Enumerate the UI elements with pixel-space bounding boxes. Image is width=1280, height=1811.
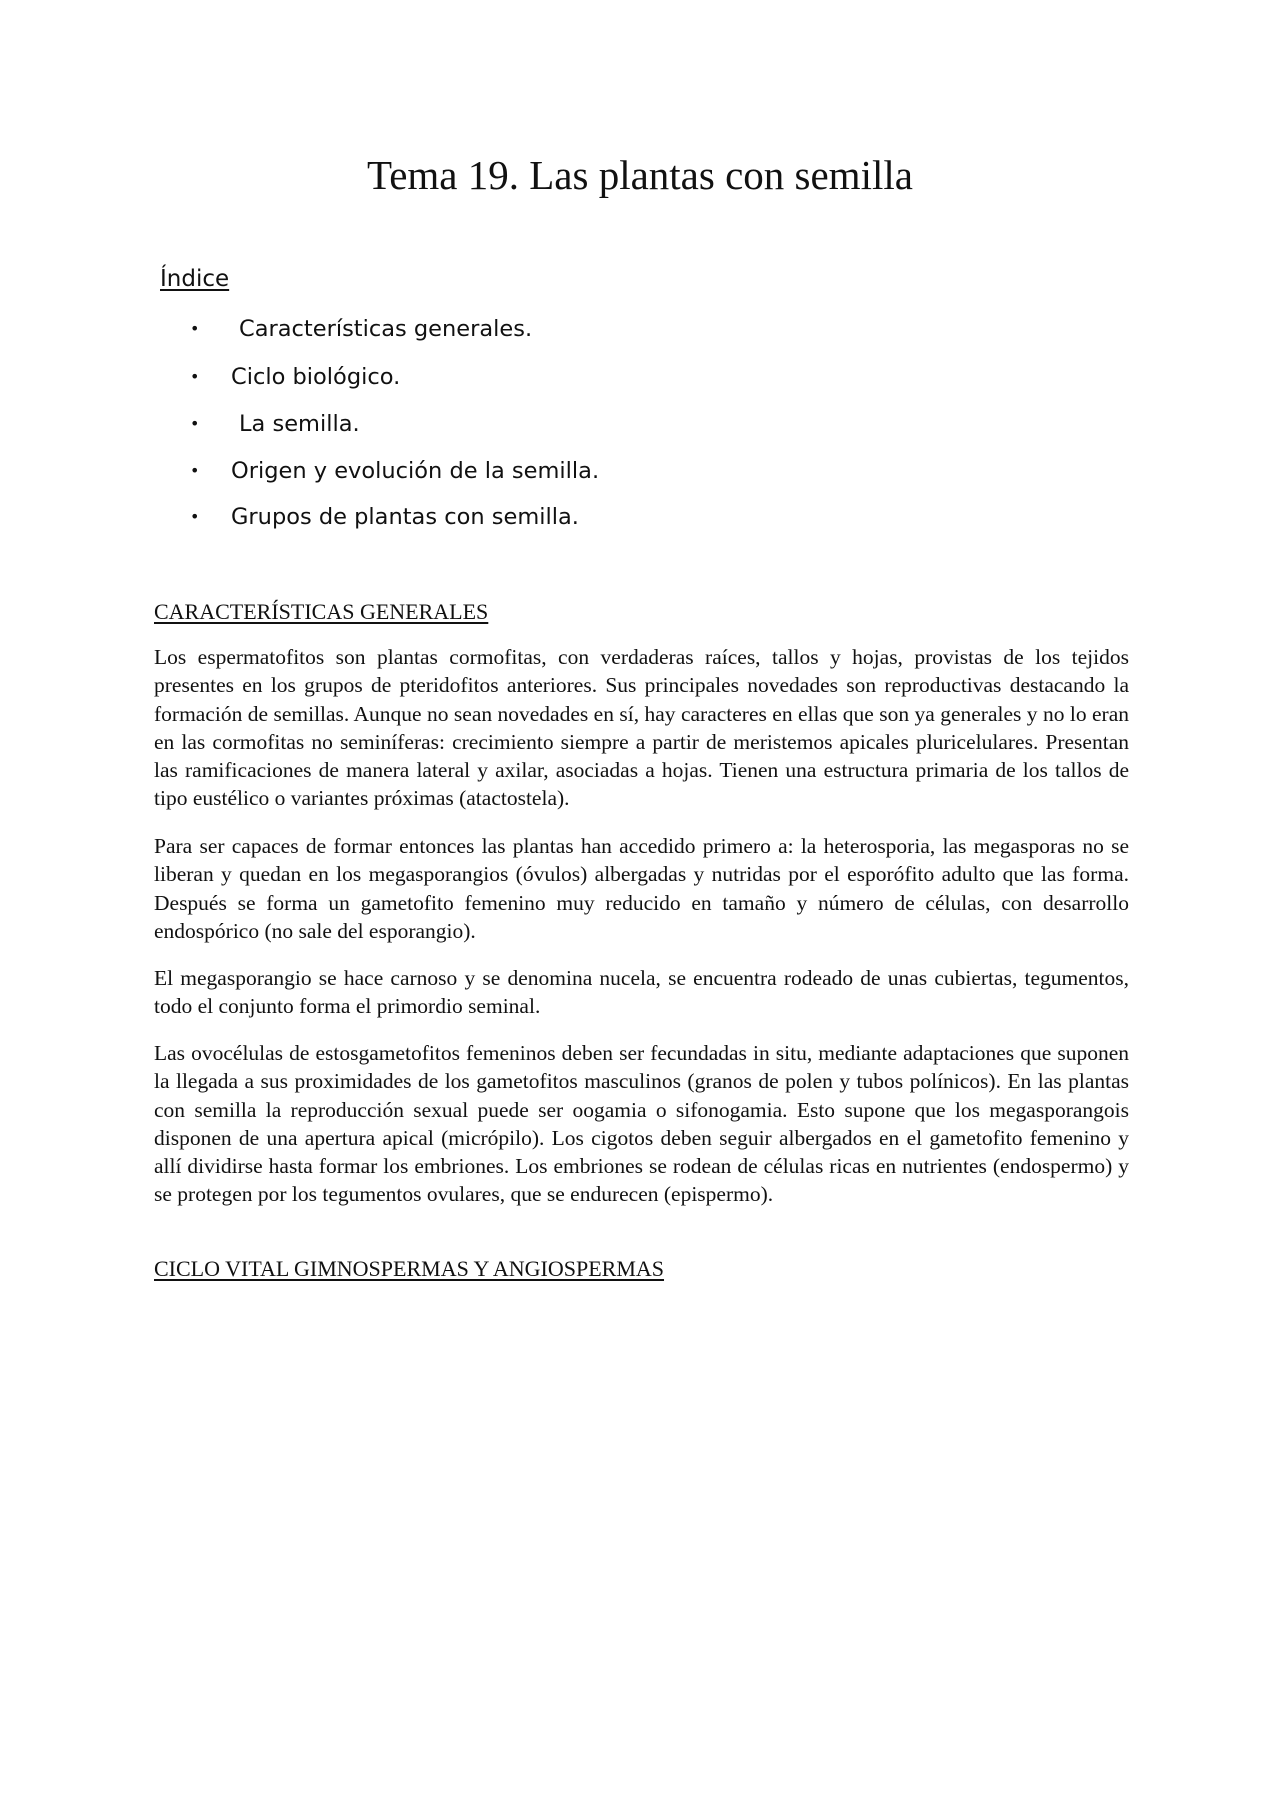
index-item: [190, 314, 532, 344]
index-item-label: Características generales.: [239, 316, 533, 342]
index-heading: Índice: [160, 266, 230, 292]
index-item-label: Grupos de plantas con semilla.: [231, 504, 579, 530]
index-item: [190, 362, 400, 392]
body-paragraph: Los espermatofitos son plantas cormofitas, con verdaderas raíces, tallos y hojas, provistas de los tejidos presentes en los grupos de pteridofitos anteriores. Sus principales novedades son reproductivas destacando la formación de semillas. Aunque no sean novedades en sí, hay caracteres en ellas que son ya generales y no lo eran en las cormofitas no seminíferas: crecimiento siempre a partir de meristemos apicales pluricelulares. Presentan las ramificaciones de manera lateral y axilar, asociadas a hojas. Tienen una estructura primaria de los tallos de tipo eustélico o variantes próximas (atactostela).: [154, 645, 1129, 811]
body-paragraph: Para ser capaces de formar entonces las plantas han accedido primero a: la heterosporia, las megasporas no se liberan y quedan en los megasporangios (óvulos) albergadas y nutridas por el esporófito adulto que las forma. Después se forma un gametofito femenino muy reducido en tamaño y número de células, con desarrollo endospórico (no sale del esporangio).: [154, 834, 1129, 943]
bullet-icon: •: [190, 507, 200, 526]
index-item: [190, 502, 579, 532]
index-item: [190, 409, 360, 439]
document-title: Tema 19. Las plantas con semilla: [367, 152, 913, 198]
bullet-icon: •: [190, 367, 200, 386]
section-heading: CARACTERÍSTICAS GENERALES: [154, 599, 489, 624]
bullet-icon: •: [190, 319, 200, 338]
body-paragraph: Las ovocélulas de estosgametofitos femeninos deben ser fecundadas in situ, mediante adaptaciones que suponen la llegada a sus proximidades de los gametofitos masculinos (granos de polen y tubos polínicos). En las plantas con semilla la reproducción sexual puede ser oogamia o sifonogamia. Esto supone que los megasporangois disponen de una apertura apical (micrópilo). Los cigotos deben seguir albergados en el gametofito femenino y allí dividirse hasta formar los embriones. Los embriones se rodean de células ricas en nutrientes (endospermo) y se protegen por los tegumentos ovulares, que se endurecen (epispermo).: [154, 1041, 1129, 1207]
index-item: [190, 456, 599, 486]
section-heading: CICLO VITAL GIMNOSPERMAS Y ANGIOSPERMAS: [154, 1256, 665, 1281]
body-paragraph: El megasporangio se hace carnoso y se denomina nucela, se encuentra rodeado de unas cubiertas, tegumentos, todo el conjunto forma el primordio seminal.: [154, 966, 1129, 1019]
index-item-label: Ciclo biológico.: [231, 364, 401, 390]
bullet-icon: •: [190, 461, 200, 480]
bullet-icon: •: [190, 414, 200, 433]
index-item-label: La semilla.: [239, 411, 360, 437]
index-item-label: Origen y evolución de la semilla.: [231, 458, 600, 484]
